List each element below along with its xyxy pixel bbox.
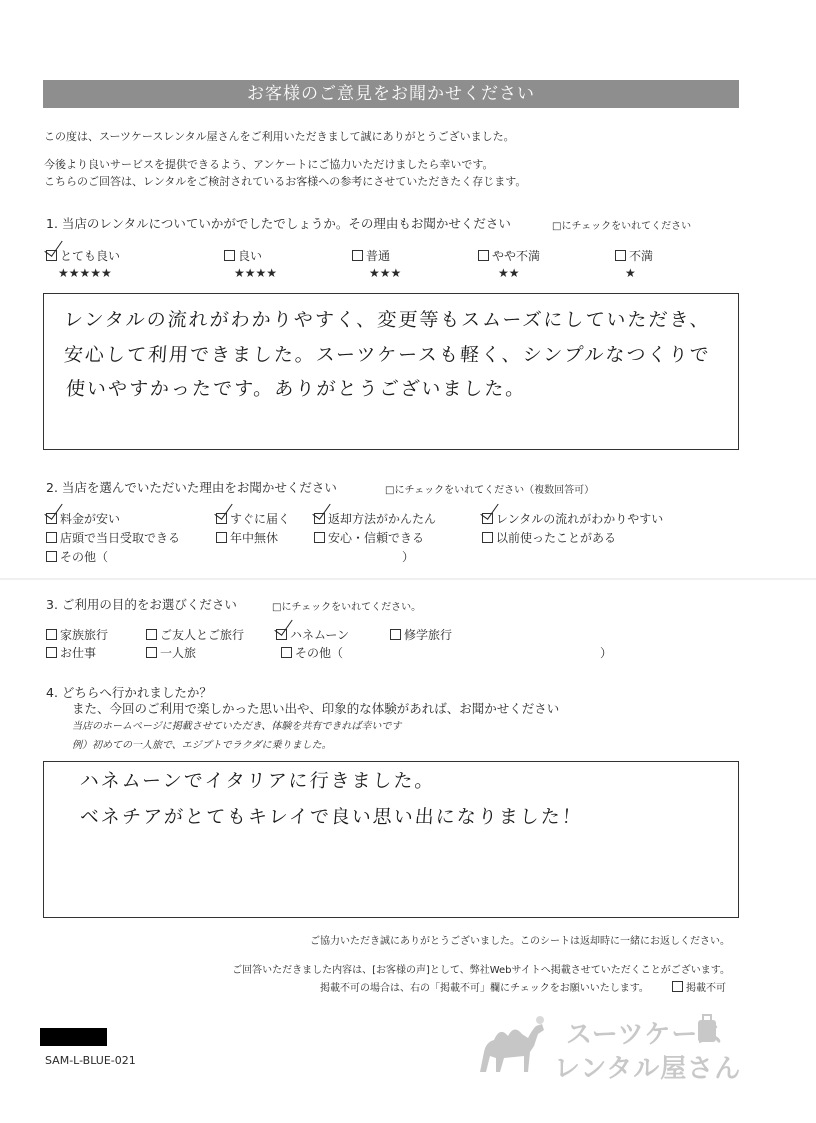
company-logo (470, 1012, 742, 1084)
q4-note-1: 当店のホームページに掲載させていただき、体験を共有できれば幸いです (72, 721, 402, 732)
q4-answer-line-1: ハネムーンでイタリアに行きました。 (79, 770, 437, 792)
stars-4: ★★★★ (234, 266, 278, 280)
checkbox-icon[interactable] (46, 513, 57, 524)
option-label: ハネムーン (290, 628, 350, 642)
option-label: お仕事 (60, 646, 97, 660)
q2-option-other[interactable] (46, 548, 108, 565)
q3-other-close: ） (600, 646, 613, 660)
q2-option-easy-return[interactable] (314, 510, 436, 527)
q2-option-open-all-year[interactable] (216, 529, 278, 546)
checkbox-icon[interactable] (314, 513, 325, 524)
checkbox-icon[interactable] (352, 250, 363, 261)
checkbox-icon[interactable] (276, 629, 287, 640)
checkbox-icon[interactable] (46, 647, 57, 658)
q4-note-2: 例）初めての一人旅で、エジプトでラクダに乗りました。 (72, 740, 332, 751)
q2-note: □にチェックをいれてください（複数回答可） (385, 485, 595, 496)
q3-option-business[interactable] (46, 644, 96, 661)
checkbox-icon[interactable] (314, 532, 325, 543)
option-label: ご友人とご旅行 (160, 628, 245, 642)
option-label: 家族旅行 (60, 628, 109, 642)
redaction-bar (40, 1028, 107, 1046)
q3-option-family-trip[interactable] (46, 626, 108, 643)
q1-option-good[interactable] (224, 247, 262, 264)
q1-answer-line-3: 使いやすかったです。ありがとうございました。 (65, 378, 528, 400)
q2-option-used-before[interactable] (482, 529, 616, 546)
option-label: その他（ (295, 646, 344, 660)
q4-question-2: また、今回のご利用で楽しかった思い出や、印象的な体験があれば、お聞かせください (72, 701, 560, 716)
option-label: 掲載不可 (686, 983, 726, 994)
checkbox-icon[interactable] (46, 551, 57, 562)
option-label: 普通 (366, 249, 391, 263)
q2-option-cheap[interactable] (46, 510, 120, 527)
checkbox-icon[interactable] (672, 981, 683, 992)
checkbox-icon[interactable] (390, 629, 401, 640)
option-label: その他（ (60, 550, 109, 564)
optout-checkbox[interactable] (672, 979, 726, 994)
checkbox-icon[interactable] (216, 513, 227, 524)
q2-option-fast-delivery[interactable] (216, 510, 290, 527)
stars-5: ★★★★★ (58, 266, 112, 280)
option-label: レンタルの流れがわかりやすい (496, 512, 664, 526)
footer-optout: 掲載不可の場合は、右の「掲載不可」欄にチェックをお願いいたします。 (320, 983, 649, 994)
form-code: SAM-L-BLUE-021 (45, 1054, 136, 1067)
option-label: 不満 (629, 249, 654, 263)
q3-option-friends-trip[interactable] (146, 626, 244, 643)
q2-question: 2. 当店を選んでいただいた理由をお聞かせください (46, 480, 337, 495)
q4-question: 4. どちらへ行かれましたか？ (46, 685, 212, 700)
q1-option-slightly-bad[interactable] (478, 247, 540, 264)
option-label: 一人旅 (160, 646, 197, 660)
intro-line-2: 今後より良いサービスを提供できるよう、アンケートにご協力いただけましたら幸いです。 (44, 158, 494, 171)
checkbox-icon[interactable] (482, 532, 493, 543)
q3-question: 3. ご利用の目的をお選びください (46, 597, 237, 612)
q4-answer-line-2: ベネチアがとてもキレイで良い思い出になりました！ (79, 806, 584, 828)
checkbox-icon[interactable] (146, 629, 157, 640)
q1-option-very-good[interactable] (46, 247, 120, 264)
option-label: 良い (238, 249, 263, 263)
option-label: 以前使ったことがある (496, 531, 617, 545)
q1-option-normal[interactable] (352, 247, 390, 264)
option-label: やや不満 (492, 249, 541, 263)
q1-answer-line-1: レンタルの流れがわかりやすく、変更等もスムーズにしていただき、 (63, 309, 712, 331)
q1-note: □にチェックをいれてください (552, 221, 692, 232)
option-label: 年中無休 (230, 531, 279, 545)
q3-option-other[interactable] (281, 644, 343, 661)
checkbox-icon[interactable] (478, 250, 489, 261)
q1-question: 1. 当店のレンタルについていかがでしたでしょうか。その理由もお聞かせください (46, 216, 511, 231)
checkbox-icon[interactable] (281, 647, 292, 658)
option-label: 安心・信頼できる (328, 531, 425, 545)
checkbox-icon[interactable] (615, 250, 626, 261)
option-label: すぐに届く (230, 512, 291, 526)
q1-option-bad[interactable] (615, 247, 653, 264)
intro-line-1: この度は、スーツケースレンタル屋さんをご利用いただきまして誠にありがとうございました。 (44, 130, 515, 143)
option-label: 返却方法がかんたん (328, 512, 437, 526)
footer-thanks: ご協力いただき誠にありがとうございました。このシートは返却時に一緒にお返しください。 (310, 936, 730, 947)
option-label: 修学旅行 (404, 628, 453, 642)
q3-option-school-trip[interactable] (390, 626, 452, 643)
footer-notice: ご回答いただきました内容は、[お客様の声]として、弊社Webサイトへ掲載させていただくことがございます。 (232, 965, 730, 976)
option-label: 料金が安い (60, 512, 121, 526)
logo-line-1: スーツケース (566, 1020, 725, 1050)
checkbox-icon[interactable] (482, 513, 493, 524)
checkbox-icon[interactable] (46, 629, 57, 640)
stars-1: ★ (625, 266, 636, 280)
camel-icon (470, 1012, 560, 1082)
intro-line-3: こちらのご回答は、レンタルをご検討されているお客様への参考にさせていただきたく存じます。 (44, 175, 527, 188)
option-label: 店頭で当日受取できる (60, 531, 181, 545)
fold-line (0, 578, 816, 580)
logo-line-2: レンタル屋さん (554, 1054, 742, 1084)
checkbox-icon[interactable] (216, 532, 227, 543)
checkbox-icon[interactable] (46, 532, 57, 543)
page-title: お客様のご意見をお聞かせください (43, 80, 739, 108)
q2-other-close: ） (402, 550, 415, 564)
checkbox-icon[interactable] (46, 250, 57, 261)
q3-option-solo-trip[interactable] (146, 644, 196, 661)
q1-answer-line-2: 安心して利用できました。スーツケースも軽く、シンプルなつくりで (63, 344, 712, 366)
checkbox-icon[interactable] (224, 250, 235, 261)
checkbox-icon[interactable] (146, 647, 157, 658)
q2-option-easy-flow[interactable] (482, 510, 663, 527)
q2-option-same-day[interactable] (46, 529, 180, 546)
q2-option-trustworthy[interactable] (314, 529, 424, 546)
stars-3: ★★★ (369, 266, 402, 280)
stars-2: ★★ (498, 266, 520, 280)
q3-option-honeymoon[interactable] (276, 626, 349, 643)
option-label: とても良い (60, 249, 121, 263)
q3-note: □にチェックをいれてください。 (272, 602, 422, 613)
